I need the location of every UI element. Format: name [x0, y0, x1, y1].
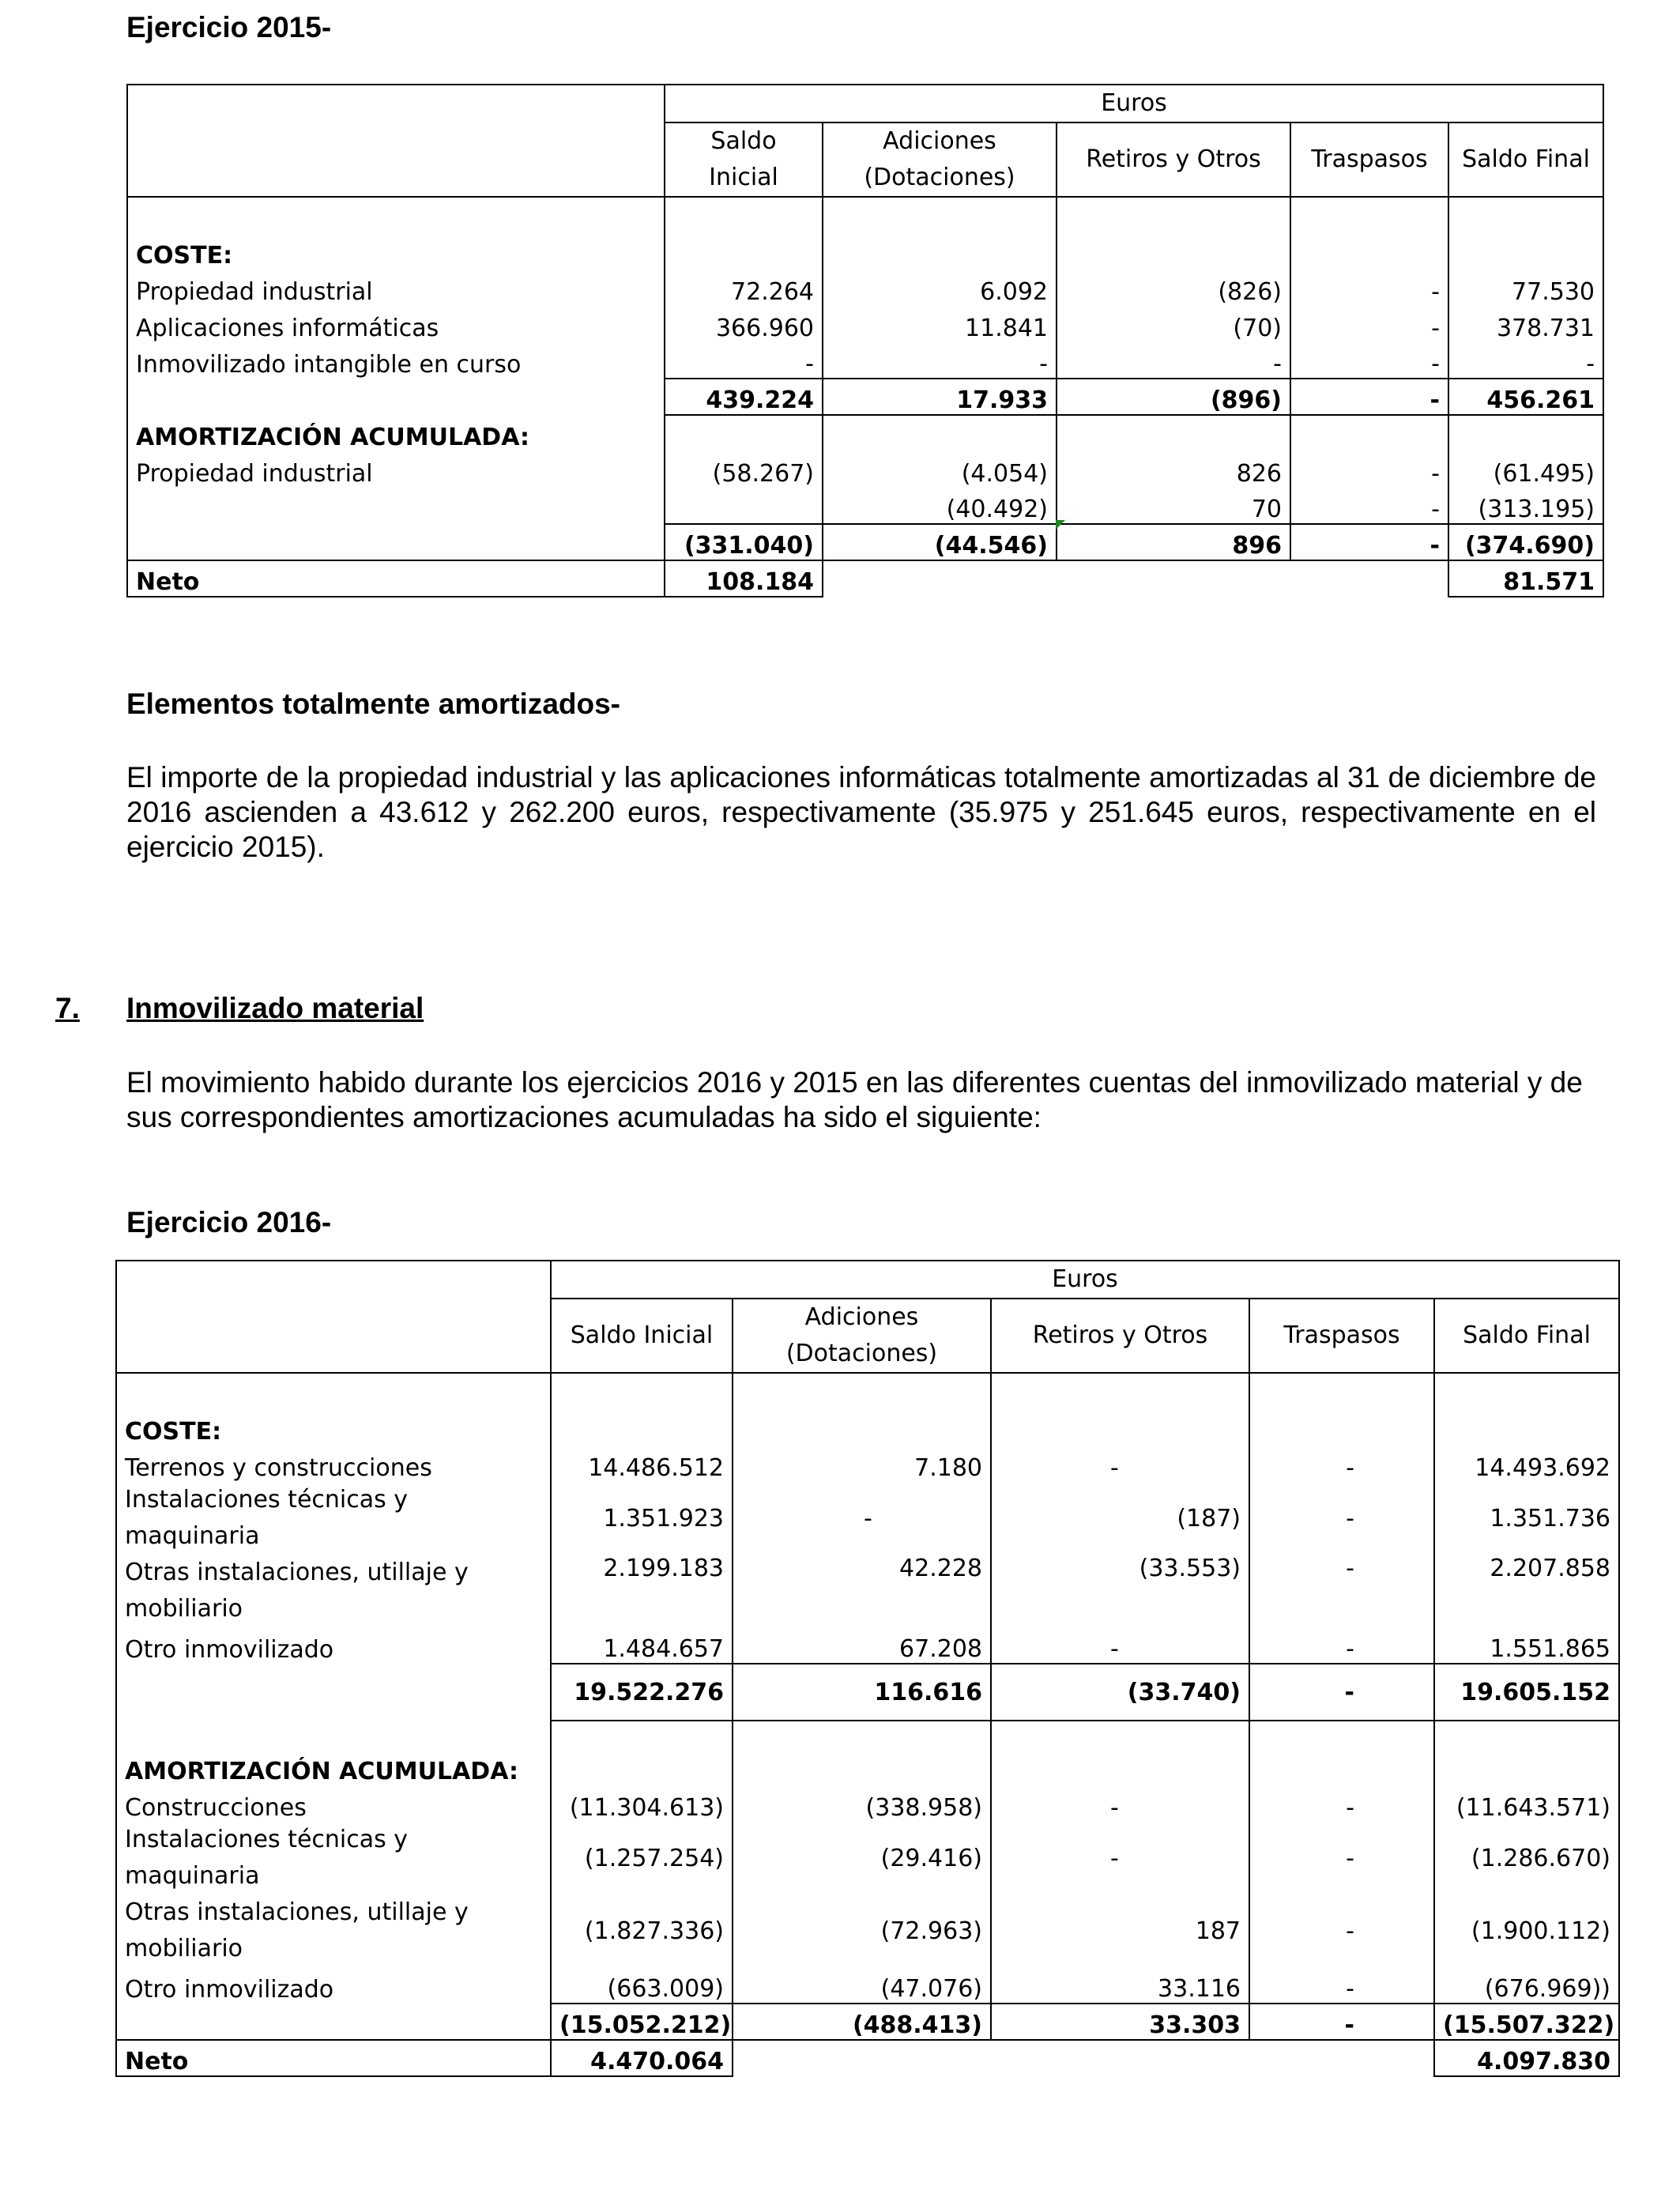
col-header-retiros: Retiros y Otros: [991, 1299, 1249, 1373]
col-header-adiciones: Adiciones (Dotaciones): [823, 123, 1057, 197]
section-7-number: 7.: [55, 992, 80, 1024]
table-2015: [126, 84, 1604, 598]
col-header-traspasos: Traspasos: [1249, 1299, 1434, 1373]
amortizacion-total-row: (331.040) (44.546) 896 - (374.690): [127, 524, 1603, 560]
coste-total-row: 19.522.276 116.616 (33.740) - 19.605.152: [116, 1664, 1619, 1721]
cell-comment-marker: [1056, 520, 1065, 530]
section-7-title: Inmovilizado material: [126, 992, 424, 1024]
neto-row: Neto 108.184 81.571: [127, 560, 1603, 597]
section-7-text: El movimiento habido durante los ejercicios 2016 y 2015 en las diferentes cuentas del inmovilizado material y de sus correspondientes amortizaciones acumuladas ha sido el siguiente:: [126, 1066, 1583, 1133]
neto-row: Neto 4.470.064 4.097.830: [116, 2040, 1619, 2076]
coste-label: COSTE:: [127, 233, 665, 270]
table-row: Instalaciones técnicas y maquinaria (1.257.254) (29.416) - - (1.286.670): [116, 1822, 1619, 1894]
currency-header: Euros: [551, 1261, 1619, 1299]
section-2015-title: Ejercicio 2015-: [126, 11, 332, 43]
table-row: (40.492) 70 - (313.195): [127, 488, 1603, 524]
currency-header: Euros: [665, 85, 1603, 123]
coste-total-row: 439.224 17.933 (896) - 456.261: [127, 379, 1603, 415]
table-row: Propiedad industrial (58.267) (4.054) 826 - (61.495): [127, 451, 1603, 488]
coste-label: COSTE:: [116, 1409, 551, 1446]
table-row: Inmovilizado intangible en curso - - - - -: [127, 342, 1603, 379]
table-row: Construcciones (11.304.613) (338.958) - - (11.643.571): [116, 1785, 1619, 1822]
table-row: Terrenos y construcciones 14.486.512 7.180 - - 14.493.692: [116, 1446, 1619, 1482]
fully-amortized-text: El importe de la propiedad industrial y las aplicaciones informáticas totalmente amortizadas al 31 de diciembre de 2016 ascienden a 43.612 y 262.200 euros, respectivamente (35.975 y 251.645 euros, respectivamente en el ejercicio 2015).: [126, 761, 1596, 863]
section-2016-title: Ejercicio 2016-: [126, 1206, 332, 1238]
table-row: Otro inmovilizado (663.009) (47.076) 33.116 - (676.969)): [116, 1967, 1619, 2004]
amortizacion-total-row: (15.052.212) (488.413) 33.303 - (15.507.322): [116, 2004, 1619, 2040]
table-row: Instalaciones técnicas y maquinaria 1.351.923 - (187) - 1.351.736: [116, 1482, 1619, 1555]
col-header-saldo-inicial: Saldo Inicial: [665, 123, 823, 197]
amortizacion-label: AMORTIZACIÓN ACUMULADA:: [127, 415, 665, 451]
table-row: Otro inmovilizado 1.484.657 67.208 - - 1.551.865: [116, 1627, 1619, 1664]
table-row: Aplicaciones informáticas 366.960 11.841 (70) - 378.731: [127, 306, 1603, 342]
table-row: Otras instalaciones, utillaje y mobiliario (1.827.336) (72.963) 187 - (1.900.112): [116, 1894, 1619, 1967]
col-header-retiros: Retiros y Otros: [1057, 123, 1290, 197]
table-row: Otras instalaciones, utillaje y mobiliario 2.199.183 42.228 (33.553) - 2.207.858: [116, 1555, 1619, 1627]
col-header-saldo-final: Saldo Final: [1448, 123, 1603, 197]
col-header-saldo-final: Saldo Final: [1434, 1299, 1619, 1373]
table-2016: [115, 1260, 1620, 2077]
col-header-saldo-inicial: Saldo Inicial: [551, 1299, 733, 1373]
table-row: Propiedad industrial 72.264 6.092 (826) - 77.530: [127, 270, 1603, 306]
fully-amortized-title: Elementos totalmente amortizados-: [126, 688, 621, 720]
col-header-traspasos: Traspasos: [1290, 123, 1448, 197]
col-header-adiciones: Adiciones (Dotaciones): [733, 1299, 991, 1373]
amortizacion-label: AMORTIZACIÓN ACUMULADA:: [116, 1749, 551, 1785]
